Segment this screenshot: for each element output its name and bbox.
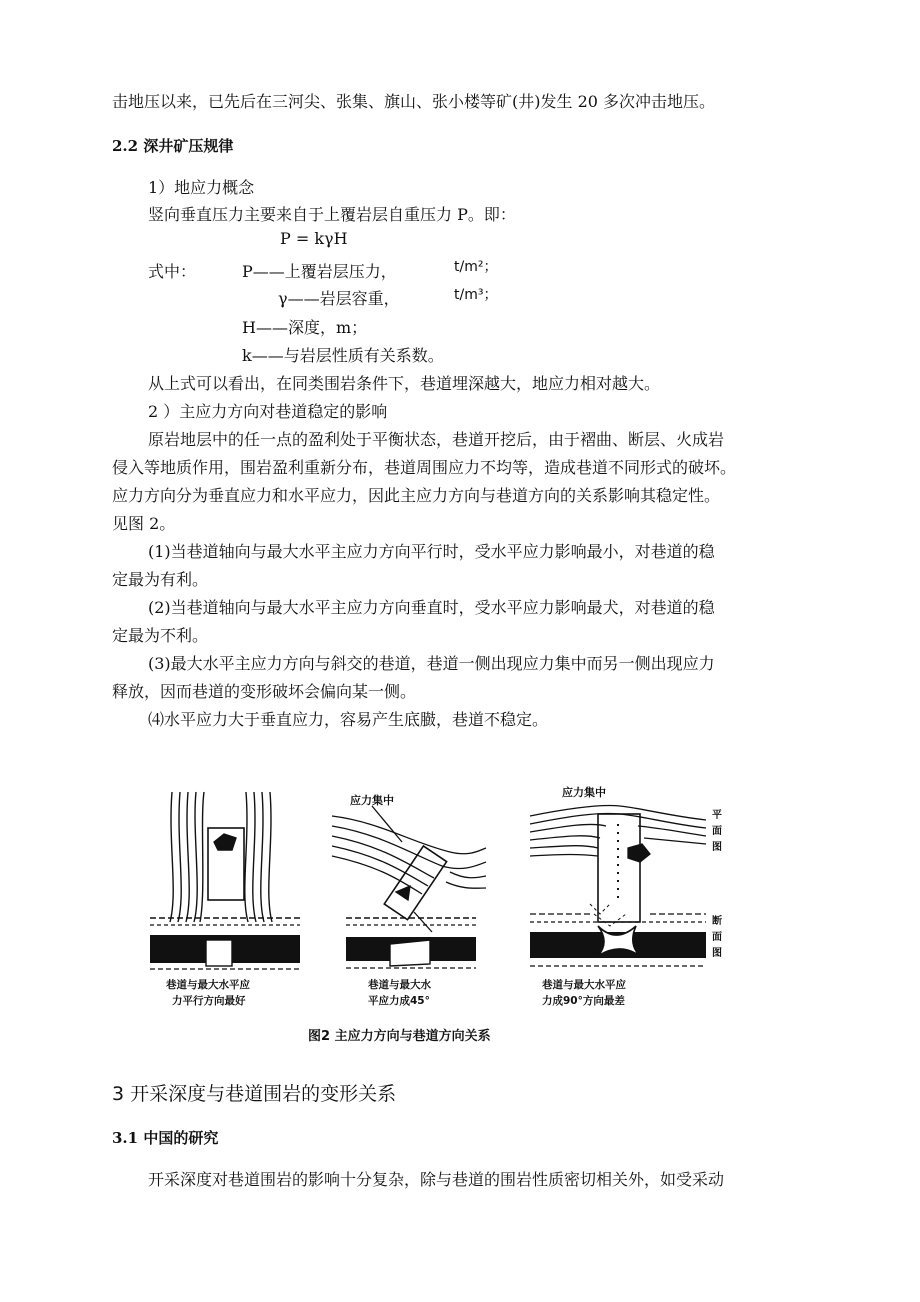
- side-label-plan: 面: [712, 826, 722, 837]
- section-45-degrees: [346, 918, 476, 968]
- paragraph-line: 击地压以来，已先后在三河尖、张集、旗山、张小楼等矿(井)发生 20 多次冲击地压。: [112, 92, 716, 111]
- panel-45-degrees: [332, 806, 486, 932]
- list-item-1-cont: 定最为有利。: [112, 570, 209, 589]
- paragraph-line: 应力方向分为垂直应力和水平应力，因此主应力方向与巷道方向的关系影响其稳定性。: [112, 486, 721, 505]
- paragraph-line: 见图 2。: [112, 514, 176, 533]
- caption-90-degrees: 力成90°方向最差: [542, 995, 625, 1007]
- caption-45-degrees: 巷道与最大水: [368, 979, 431, 991]
- list-item-3: (3)最大水平主应力方向与斜交的巷道，巷道一侧出现应力集中而另一侧出现应力: [148, 654, 715, 673]
- formula: P = kγH: [280, 229, 348, 248]
- label-stress-concentration: 应力集中: [562, 786, 606, 799]
- caption-45-degrees: 平应力成45°: [368, 995, 430, 1007]
- list-item-2: (2)当巷道轴向与最大水平主应力方向垂直时，受水平应力影响最犬，对巷道的稳: [148, 598, 715, 617]
- section-parallel: [150, 918, 300, 969]
- subheading-principal-stress: 2 ）主应力方向对巷道稳定的影响: [148, 402, 388, 421]
- caption-90-degrees: 巷道与最大水平应: [542, 979, 626, 991]
- figure-title: 图2 主应力方向与巷道方向关系: [308, 1029, 491, 1044]
- unit-p: t/m²；: [454, 259, 498, 275]
- side-label-section: 面: [712, 932, 722, 943]
- panel-parallel: [170, 792, 272, 922]
- paragraph-line: 侵入等地质作用，围岩盈利重新分布，巷道周围应力不均等，造成巷道不同形式的破坏。: [112, 458, 737, 477]
- side-label-section: 断: [712, 916, 722, 927]
- caption-parallel: 力平行方向最好: [172, 995, 246, 1007]
- definition-gamma: γ——岩层容重，: [278, 289, 400, 308]
- where-label: 式中：: [148, 262, 197, 281]
- figure-2: [150, 782, 750, 1052]
- section-90-degrees: [530, 904, 706, 966]
- side-label-plan: 平: [712, 810, 722, 821]
- side-label-plan: 图: [712, 842, 722, 853]
- panel-90-degrees: [530, 805, 706, 922]
- side-label-section: 图: [712, 948, 722, 959]
- subheading-stress-concept: 1）地应力概念: [148, 178, 255, 197]
- list-item-2-cont: 定最为不利。: [112, 626, 209, 645]
- section-heading-3: 3 开采深度与巷道围岩的变形关系: [112, 1083, 397, 1105]
- paragraph-line: 竖向垂直压力主要来自于上覆岩层自重压力 P。即：: [148, 205, 516, 224]
- paragraph-line: 原岩地层中的任一点的盈利处于平衡状态，巷道开挖后，由于褶曲、断层、火成岩: [148, 430, 725, 449]
- unit-gamma: t/m³；: [454, 287, 498, 303]
- definition-k: k——与岩层性质有关系数。: [242, 346, 444, 365]
- list-item-3-cont: 释放，因而巷道的变形破坏会偏向某一侧。: [112, 682, 417, 701]
- list-item-4: ⑷水平应力大于垂直应力，容易产生底臌，巷道不稳定。: [148, 710, 549, 729]
- paragraph-line: 开采深度对巷道围岩的影响十分复杂，除与巷道的围岩性质密切相关外，如受采动: [148, 1170, 725, 1189]
- definition-h: H——深度，m；: [242, 318, 368, 337]
- label-stress-concentration: 应力集中: [350, 794, 394, 807]
- caption-parallel: 巷道与最大水平应: [166, 979, 250, 991]
- subsection-heading-3-1: 3.1 中国的研究: [112, 1129, 219, 1147]
- definition-p: P——上覆岩层压力，: [242, 262, 397, 281]
- paragraph-line: 从上式可以看出，在同类围岩条件下，巷道埋深越大，地应力相对越大。: [148, 374, 661, 393]
- subsection-heading-2-2: 2.2 深井矿压规律: [112, 137, 234, 155]
- list-item-1: (1)当巷道轴向与最大水平主应力方向平行时，受水平应力影响最小，对巷道的稳: [148, 542, 715, 561]
